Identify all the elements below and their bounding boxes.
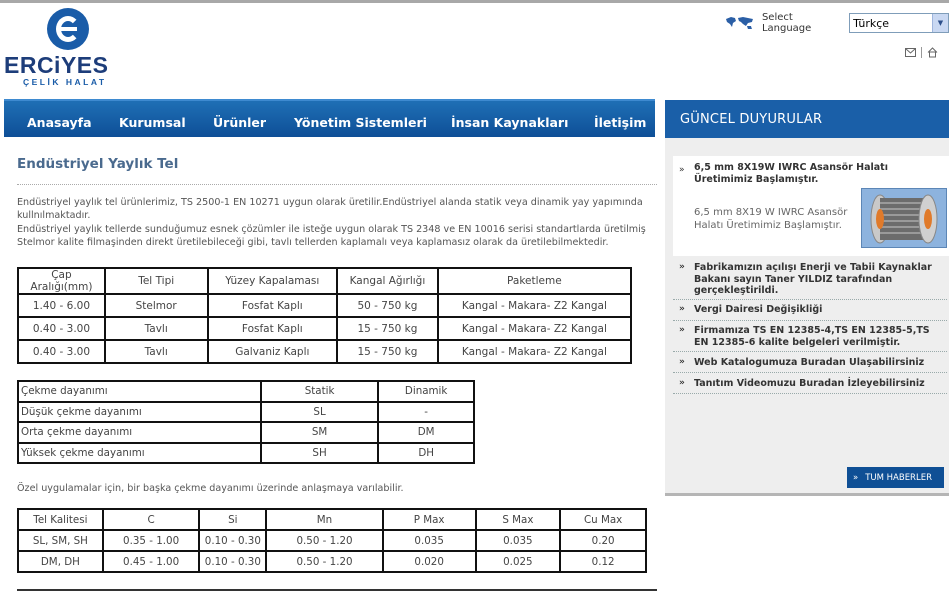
table-cell: 0.50 - 1.20 xyxy=(266,530,383,551)
product-table xyxy=(17,267,632,364)
news-item-text[interactable]: Web Katalogumuza Buradan Ulaşabilirsiniz xyxy=(694,357,925,368)
table-header: C xyxy=(103,509,200,530)
intro-line: Stelmor kalite filmaşinden direkt üretilebileceği gibi, tavlı tellerden kaplamalı veya kaplamasız olarak da üretilebilmektedir. xyxy=(17,237,609,249)
table-cell: Yüksek çekme dayanımı xyxy=(18,443,261,464)
table-cell: 0.12 xyxy=(560,551,646,572)
table-cell: 0.20 xyxy=(560,530,646,551)
table-cell: 0.020 xyxy=(383,551,476,572)
intro-line: kullnılmaktadır. xyxy=(17,210,91,222)
table-header: Kangal Ağırlığı xyxy=(337,268,438,294)
all-news-button[interactable] xyxy=(847,467,944,488)
chevron-down-icon[interactable]: ▼ xyxy=(932,14,948,32)
table-cell: SH xyxy=(261,443,378,464)
table-header: Tel Kalitesi xyxy=(18,509,103,530)
table-header-row xyxy=(18,268,631,294)
table-row xyxy=(18,422,474,443)
table-header: Çap Aralığı(mm) xyxy=(18,268,105,294)
news-item[interactable] xyxy=(673,357,947,373)
nav-item-urunler[interactable]: Ürünler xyxy=(213,115,267,130)
table-cell: - xyxy=(378,402,474,423)
table-row xyxy=(18,551,646,572)
table-row xyxy=(18,530,646,551)
table-cell: Düşük çekme dayanımı xyxy=(18,402,261,423)
table-cell: 15 - 750 kg xyxy=(337,340,438,363)
all-news-label: TUM HABERLER xyxy=(865,472,932,483)
table-cell: 0.035 xyxy=(476,530,561,551)
page-title: Endüstriyel Yaylık Tel xyxy=(17,156,179,172)
title-divider xyxy=(17,184,657,185)
table-cell: Galvaniz Kaplı xyxy=(208,340,338,363)
top-border xyxy=(0,0,949,3)
language-label: Select Language xyxy=(761,12,812,34)
table-cell: SL, SM, SH xyxy=(18,530,103,551)
language-selected: Türkçe xyxy=(853,16,890,30)
language-selector xyxy=(724,12,949,34)
table-row xyxy=(18,402,474,423)
table-cell: 1.40 - 6.00 xyxy=(18,294,105,317)
table-cell: 0.50 - 1.20 xyxy=(266,551,383,572)
table-header: Paketleme xyxy=(438,268,631,294)
table-header: Statik xyxy=(261,381,378,402)
strength-table xyxy=(17,380,475,464)
news-item-text[interactable]: Tanıtım Videomuzu Buradan İzleyebilirsiniz xyxy=(694,378,925,389)
utility-icons xyxy=(905,47,938,58)
composition-table xyxy=(17,508,647,573)
table-header: Mn xyxy=(266,509,383,530)
home-icon[interactable] xyxy=(927,47,938,58)
table-cell: Fosfat Kaplı xyxy=(208,294,338,317)
company-logo[interactable] xyxy=(4,8,134,88)
table-cell: Stelmor xyxy=(105,294,208,317)
table-cell: DM xyxy=(378,422,474,443)
logo-name: ERCiYES xyxy=(4,52,109,78)
table-cell: Fosfat Kaplı xyxy=(208,317,338,340)
logo-emblem-icon xyxy=(47,8,89,50)
table-cell: DH xyxy=(378,443,474,464)
table-row xyxy=(18,317,631,340)
table-header: Çekme dayanımı xyxy=(18,381,261,402)
table-row xyxy=(18,294,631,317)
sidebar-title: GÜNCEL DUYURULAR xyxy=(665,100,949,138)
news-panel xyxy=(665,138,949,496)
table-cell: 0.35 - 1.00 xyxy=(103,530,200,551)
logo-subtitle: ÇELİK HALAT xyxy=(23,77,107,87)
language-dropdown[interactable] xyxy=(849,13,949,33)
table-cell: 0.40 - 3.00 xyxy=(18,317,105,340)
double-chevron-icon: » xyxy=(679,262,685,272)
nav-item-yonetim-sistemleri[interactable]: Yönetim Sistemleri xyxy=(294,115,427,130)
table-cell: 0.10 - 0.30 xyxy=(199,551,266,572)
news-item-text[interactable]: Vergi Dairesi Değişikliği xyxy=(694,304,823,315)
double-chevron-icon: » xyxy=(679,165,685,175)
table-cell: 0.025 xyxy=(476,551,561,572)
table-header-row xyxy=(18,509,646,530)
bottom-divider xyxy=(17,589,657,591)
double-chevron-icon: » xyxy=(853,472,859,483)
news-item[interactable] xyxy=(673,378,947,394)
table-cell: SL xyxy=(261,402,378,423)
news-item[interactable] xyxy=(673,262,947,300)
double-chevron-icon: » xyxy=(679,378,685,388)
table-cell: 50 - 750 kg xyxy=(337,294,438,317)
icon-separator xyxy=(921,47,922,58)
main-nav xyxy=(4,99,655,137)
nav-item-iletisim[interactable]: İletişim xyxy=(594,115,647,130)
table-cell: Kangal - Makara- Z2 Kangal xyxy=(438,294,631,317)
wire-rope-photo[interactable] xyxy=(861,188,947,248)
table-cell: Kangal - Makara- Z2 Kangal xyxy=(438,340,631,363)
intro-text xyxy=(17,196,647,250)
featured-news-title[interactable]: 6,5 mm 8X19W IWRC Asansör Halatı Üretimimiz Başlamıştır. xyxy=(694,162,888,185)
table-row xyxy=(18,443,474,464)
table-cell: 15 - 750 kg xyxy=(337,317,438,340)
news-item[interactable] xyxy=(673,304,947,321)
nav-item-anasayfa[interactable]: Anasayfa xyxy=(27,115,92,130)
table-cell: 0.40 - 3.00 xyxy=(18,340,105,363)
news-item-text[interactable]: Firmamıza TS EN 12385-4,TS EN 12385-5,TS EN 12385-6 kalite belgeleri verilmiştir. xyxy=(694,325,930,348)
news-item-text[interactable]: Fabrikamızın açılışı Enerji ve Tabii Kaynaklar Bakanı sayın Taner YILDIZ tarafından gerçekleştirildi. xyxy=(694,262,932,296)
table-header: Si xyxy=(199,509,266,530)
intro-line: Endüstriyel yaylık tel ürünlerimiz, TS 2500-1 EN 10271 uygun olarak üretilir.Endüstriyel alanda statik veya dinamik yay yapımında xyxy=(17,197,643,208)
table-header: Tel Tipi xyxy=(105,268,208,294)
mail-icon[interactable] xyxy=(905,48,916,57)
nav-item-insan-kaynaklari[interactable]: İnsan Kaynakları xyxy=(451,115,569,130)
nav-item-kurumsal[interactable]: Kurumsal xyxy=(119,115,186,130)
double-chevron-icon: » xyxy=(679,357,685,367)
table-header: Dinamik xyxy=(378,381,474,402)
table-cell: 0.10 - 0.30 xyxy=(199,530,266,551)
double-chevron-icon: » xyxy=(679,325,685,335)
table-cell: 0.45 - 1.00 xyxy=(103,551,200,572)
table-row xyxy=(18,340,631,363)
table-cell: DM, DH xyxy=(18,551,103,572)
table-cell: 0.035 xyxy=(383,530,476,551)
world-map-icon xyxy=(724,15,756,31)
table-header: P Max xyxy=(383,509,476,530)
featured-news-desc: 6,5 mm 8X19 W IWRC Asansör Halatı Üretimimiz Başlamıştır. xyxy=(694,207,848,231)
agreement-note: Özel uygulamalar için, bir başka çekme dayanımı üzerinde anlaşmaya varılabilir. xyxy=(17,483,404,494)
table-cell: Orta çekme dayanımı xyxy=(18,422,261,443)
table-header-row xyxy=(18,381,474,402)
intro-line: Endüstriyel yaylık tellerde sunduğumuz esnek çözümler ile isteğe uygun olarak TS 2348 ve EN 10016 serisi standartlarda üretilmiş xyxy=(17,223,646,235)
table-cell: SM xyxy=(261,422,378,443)
double-chevron-icon: » xyxy=(679,304,685,314)
featured-news[interactable] xyxy=(673,156,949,256)
table-cell: Tavlı xyxy=(105,317,208,340)
table-header: Yüzey Kapalaması xyxy=(208,268,338,294)
table-cell: Kangal - Makara- Z2 Kangal xyxy=(438,317,631,340)
news-item[interactable] xyxy=(673,325,947,352)
table-cell: Tavlı xyxy=(105,340,208,363)
table-header: Cu Max xyxy=(560,509,646,530)
table-header: S Max xyxy=(476,509,561,530)
